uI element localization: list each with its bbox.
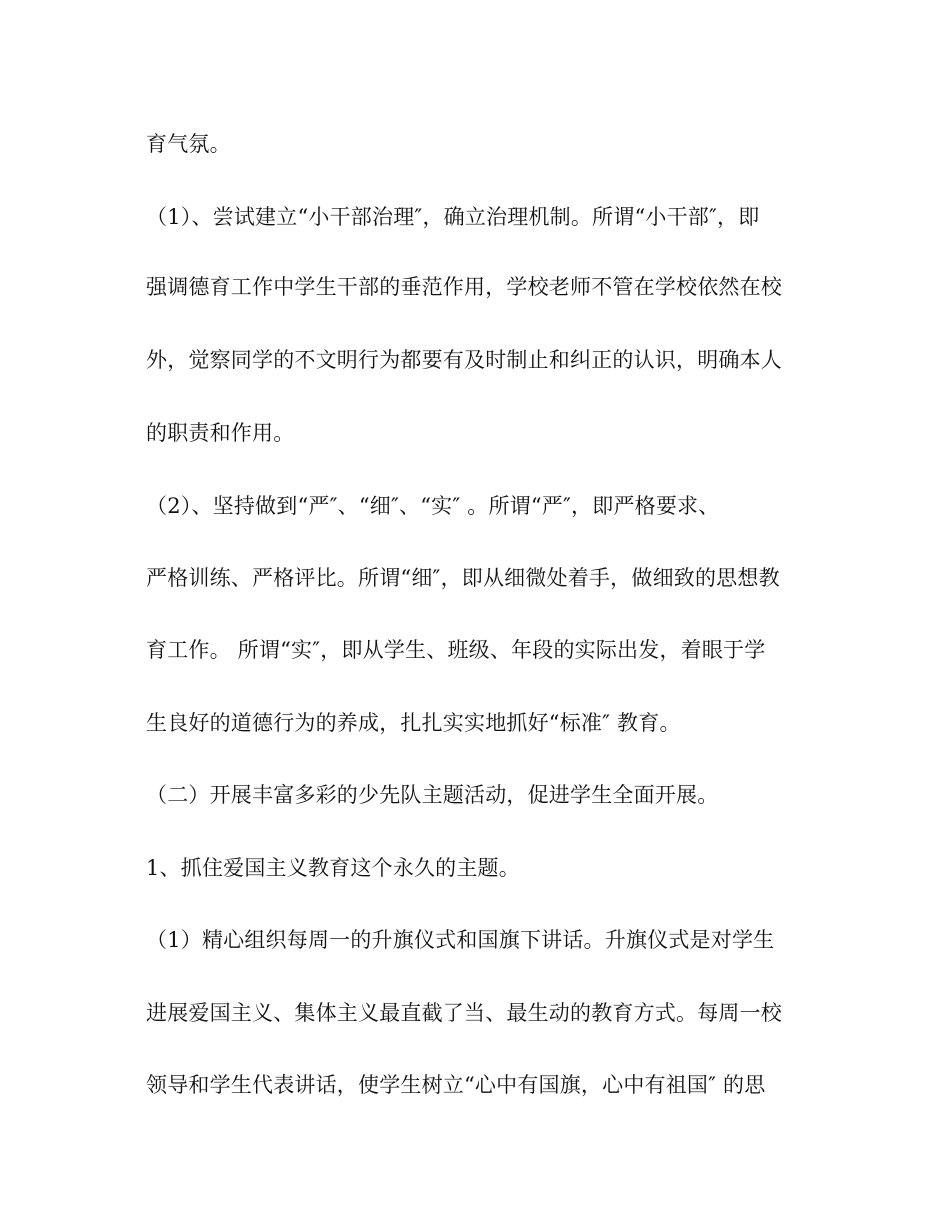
text-line: 强调德育工作中学生干部的垂范作用，学校老师不管在学校依然在校 — [146, 275, 782, 299]
text-line: 外，觉察同学的不文明行为都要有及时制止和纠正的认识，明确本人 — [146, 348, 782, 372]
text-line: 生良好的道德行为的养成，扎扎实实地抓好“标准″ 教育。 — [146, 711, 681, 735]
text-line: （1）、尝试建立“小干部治理″，确立治理机制。所谓“小干部″，即 — [146, 205, 760, 229]
text-line: 的职责和作用。 — [146, 421, 295, 445]
text-line: 严格训练、严格评比。所谓“细″，即从细微处着手，做细致的思想教 — [146, 566, 780, 590]
text-line: 育气氛。 — [146, 132, 231, 156]
text-line: 育工作。 所谓“实″，即从学生、班级、年段的实际出发，着眼于学 — [146, 638, 766, 662]
text-line: （1）精心组织每周一的升旗仪式和国旗下讲话。升旗仪式是对学生 — [146, 928, 775, 952]
text-line: （2）、坚持做到“严″、“细″、“实″ 。所谓“严″，即严格要求、 — [146, 494, 720, 518]
text-line: 进展爱国主义、集体主义最直截了当、最生动的教育方式。每周一校 — [146, 1001, 782, 1025]
text-line: 领导和学生代表讲话，使学生树立“心中有国旗，心中有祖国″ 的思 — [146, 1073, 766, 1097]
text-line: 1、抓住爱国主义教育这个永久的主题。 — [146, 856, 520, 880]
text-line: （二）开展丰富多彩的少先队主题活动，促进学生全面开展。 — [146, 783, 719, 807]
